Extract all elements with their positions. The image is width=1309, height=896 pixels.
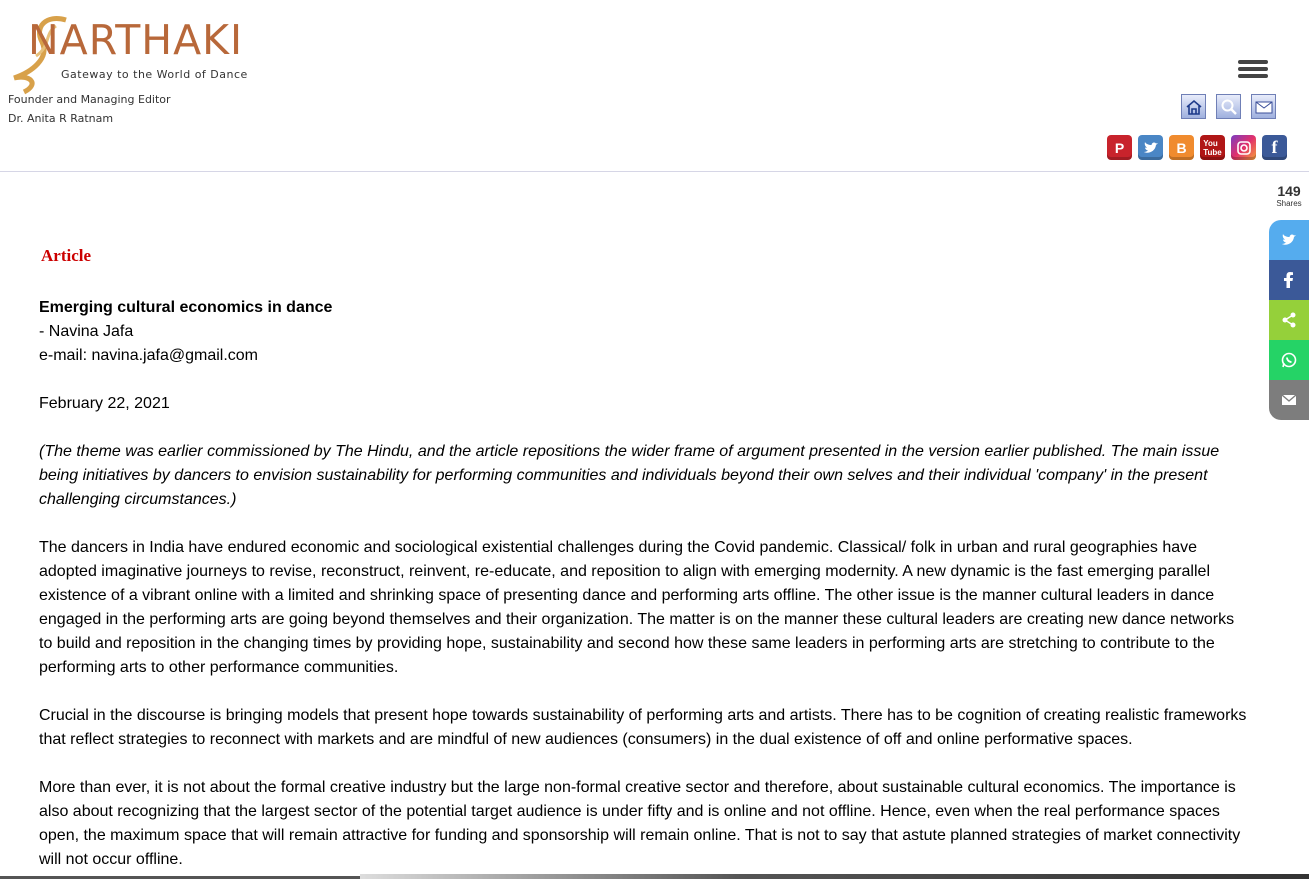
share-icon	[1281, 312, 1297, 328]
article-title: Emerging cultural economics in dance	[39, 299, 333, 316]
twitter-icon	[1281, 233, 1297, 247]
article-author: - Navina Jafa	[39, 323, 134, 340]
founder-credit	[8, 90, 171, 128]
instagram-icon[interactable]	[1231, 135, 1256, 160]
share-email-button[interactable]	[1269, 380, 1309, 420]
blogger-icon[interactable]: B	[1169, 135, 1194, 160]
editor-note: (The theme was earlier commissioned by The Hindu, and the article repositions the wider frame of argument presented in the version earlier published. The main issue being initiatives by dancers to envision sustainability for performing communities and individuals beyond their own selves and their individual 'company' in the present challenging circumstances.)	[39, 443, 1220, 508]
founder-name: Dr. Anita R Ratnam	[8, 112, 114, 125]
whatsapp-icon	[1281, 352, 1297, 368]
home-icon[interactable]	[1181, 94, 1206, 119]
share-counter	[1269, 180, 1309, 208]
share-whatsapp-button[interactable]	[1269, 340, 1309, 380]
share-count: 149	[1277, 183, 1301, 199]
founder-title: Founder and Managing Editor	[8, 93, 171, 106]
share-count-label: Shares	[1276, 199, 1302, 208]
share-twitter-button[interactable]	[1269, 220, 1309, 260]
section-label: Article	[41, 246, 92, 265]
logo-tagline: Gateway to the World of Dance	[61, 68, 248, 81]
share-rail	[1269, 180, 1309, 420]
page-bottom-shadow	[360, 874, 1309, 879]
article-header	[39, 296, 1249, 368]
article-content	[39, 244, 1249, 896]
utility-icons	[1181, 94, 1276, 119]
email-icon	[1281, 394, 1297, 406]
search-icon[interactable]	[1216, 94, 1241, 119]
twitter-icon[interactable]	[1138, 135, 1163, 160]
article-paragraph: Crucial in the discourse is bringing models that present hope towards sustainability of performing arts and artists. There has to be cognition of creating realistic frameworks that reflect strategies to reconnect with markets and are mindful of new audiences (consumers) in the dual existence of off and online performative spaces.	[39, 707, 1247, 748]
hamburger-menu-icon[interactable]	[1238, 60, 1268, 80]
email-icon[interactable]	[1251, 94, 1276, 119]
share-generic-button[interactable]	[1269, 300, 1309, 340]
youtube-icon[interactable]: You Tube	[1200, 135, 1225, 160]
site-header	[0, 0, 1309, 172]
article-paragraph: More than ever, it is not about the formal creative industry but the large non-formal creative sector and therefore, about sustainable cultural economics. The importance is also about recognizing that the largest sector of the potential target audience is under fifty and is online and not offline. Hence, even when the real performance spaces open, the maximum space that will remain attractive for funding and sponsorship will remain online. That is not to say that astute planned strategies of market connectivity will not occur offline.	[39, 779, 1241, 868]
author-email[interactable]: e-mail: navina.jafa@gmail.com	[39, 347, 258, 364]
social-links	[1107, 135, 1287, 160]
facebook-icon	[1284, 272, 1294, 288]
logo-wordmark: NARTHAKI	[28, 16, 244, 64]
article-date: February 22, 2021	[39, 395, 170, 412]
facebook-icon[interactable]: f	[1262, 135, 1287, 160]
article-paragraph: The dancers in India have endured economic and sociological existential challenges during the Covid pandemic. Classical/ folk in urban and rural geographies have adopted imaginative journeys to revise, reconstruct, reinvent, re-educate, and reposition to align with emerging modernity. A new dynamic is the fast emerging parallel existence of a vibrant online with a limited and shrinking space of presenting dance and performing arts offline. The other issue is the manner cultural leaders in dance engaged in the performing arts are going beyond themselves and their organization. The matter is on the manner these cultural leaders are creating new dance networks to build and reposition in the changing times by providing hope, sustainability and second how these same leaders in performing arts are stretching to contribute to the performing arts to other performance communities.	[39, 539, 1235, 676]
pinterest-icon[interactable]: P	[1107, 135, 1132, 160]
share-facebook-button[interactable]	[1269, 260, 1309, 300]
